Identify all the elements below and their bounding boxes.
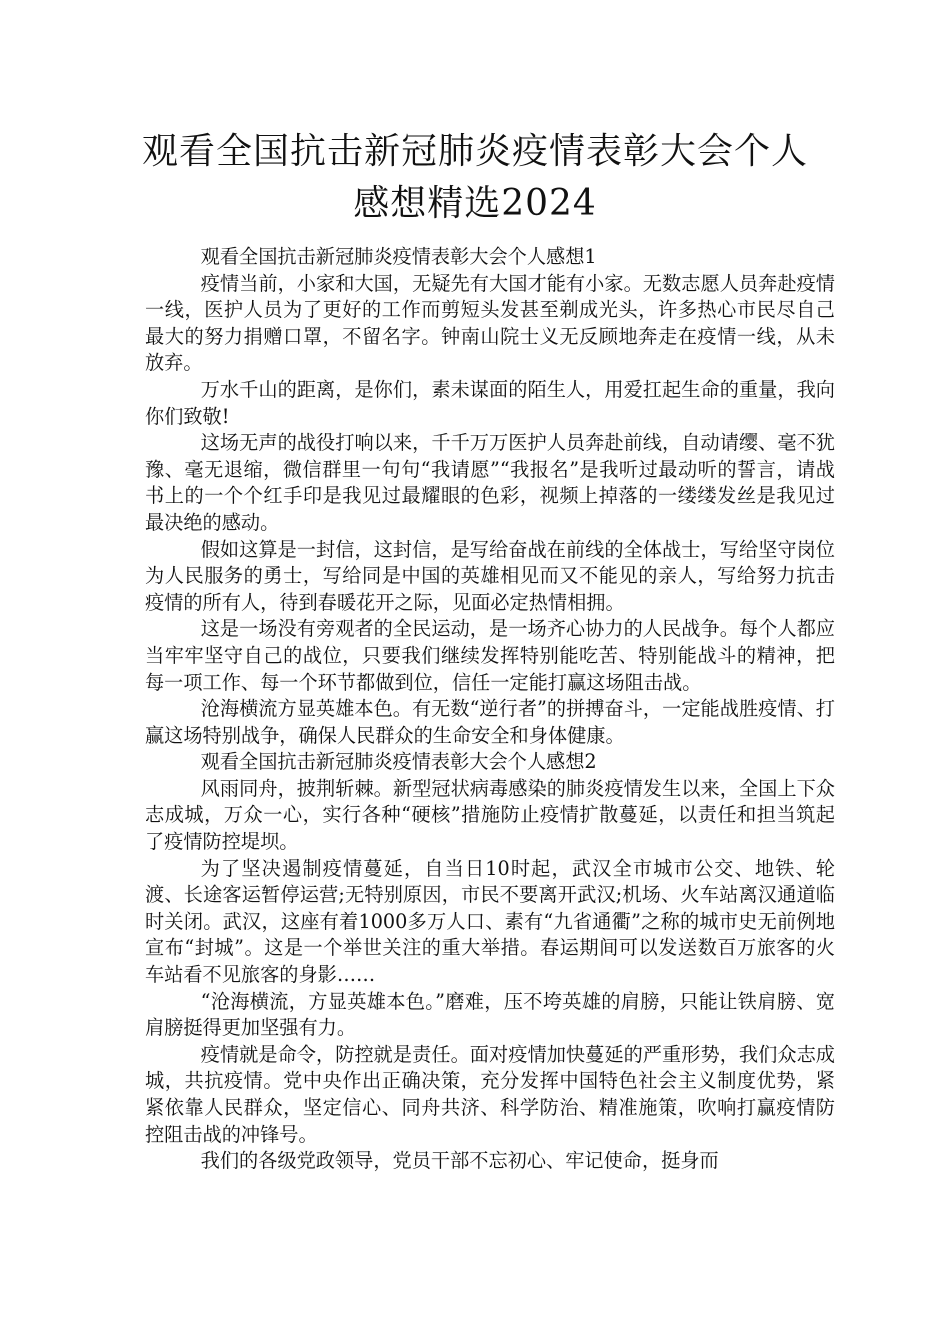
document-body xyxy=(145,244,835,1175)
document-title xyxy=(110,126,840,230)
paragraph: 沧海横流方显英雄本色。有无数“逆行者”的拼搏奋斗，一定能战胜疫情、打赢这场特别战争，确保人民群众的生命安全和身体健康。 xyxy=(145,697,835,747)
title-line-2: 感想精选2024 xyxy=(353,183,597,224)
paragraph: 疫情就是命令，防控就是责任。面对疫情加快蔓延的严重形势，我们众志成城，共抗疫情。党中央作出正确决策，充分发挥中国特色社会主义制度优势，紧紧依靠人民群众，坚定信心、同舟共济、科学防治、精准施策，吹响打赢疫情防控阻击战的冲锋号。 xyxy=(145,1042,835,1146)
paragraph: 疫情当前，小家和大国，无疑先有大国才能有小家。无数志愿人员奔赴疫情一线，医护人员为了更好的工作而剪短头发甚至剃成光头，许多热心市民尽自己最大的努力捐赠口罩，不留名字。钟南山院士义无反顾地奔走在疫情一线，从未放弃。 xyxy=(145,271,835,375)
paragraph: 风雨同舟，披荆斩棘。新型冠状病毒感染的肺炎疫情发生以来，全国上下众志成城，万众一心，实行各种“硬核”措施防止疫情扩散蔓延，以责任和担当筑起了疫情防控堤坝。 xyxy=(145,776,835,854)
section-heading-2: 观看全国抗击新冠肺炎疫情表彰大会个人感想2 xyxy=(200,750,597,774)
paragraph: 为了坚决遏制疫情蔓延，自当日10时起，武汉全市城市公交、地铁、轮渡、长途客运暂停运营;无特别原因，市民不要离开武汉;机场、火车站离汉通道临时关闭。武汉，这座有着1000多万人口、素有“九省通衢”之称的城市史无前例地宣布“封城”。这是一个举世关注的重大举措。春运期间可以发送数百万旅客的火车站看不见旅客的身影…… xyxy=(145,856,835,987)
paragraph: 我们的各级党政领导，党员干部不忘初心、牢记使命，挺身而 xyxy=(200,1149,719,1173)
paragraph: 这是一场没有旁观者的全民运动，是一场齐心协力的人民战争。每个人都应当牢牢坚守自己的战位，只要我们继续发挥特别能吃苦、特别能战斗的精神，把每一项工作、每一个环节都做到位，信任一定能打赢这场阻击战。 xyxy=(145,617,835,694)
section-heading-1: 观看全国抗击新冠肺炎疫情表彰大会个人感想1 xyxy=(200,245,597,268)
paragraph: 这场无声的战役打响以来，千千万万医护人员奔赴前线，自动请缨、毫不犹豫、毫无退缩，微信群里一句句“我请愿”“我报名”是我听过最动听的誓言，请战书上的一个个红手印是我见过最耀眼的色彩，视频上掉落的一缕缕发丝是我见过最决绝的感动。 xyxy=(145,431,835,534)
title-line-1: 观看全国抗击新冠肺炎疫情表彰大会个人 xyxy=(141,131,808,172)
paragraph: 假如这算是一封信，这封信，是写给奋战在前线的全体战士，写给坚守岗位为人民服务的勇士，写给同是中国的英雄相见而又不能见的亲人，写给努力抗击疫情的所有人，待到春暖花开之际，见面必定热情相拥。 xyxy=(145,537,835,614)
paragraph: 万水千山的距离，是你们，素未谋面的陌生人，用爱扛起生命的重量，我向你们致敬! xyxy=(145,377,835,428)
paragraph: “沧海横流，方显英雄本色。”磨难，压不垮英雄的肩膀，只能让铁肩膀、宽肩膀挺得更加坚强有力。 xyxy=(145,989,835,1040)
